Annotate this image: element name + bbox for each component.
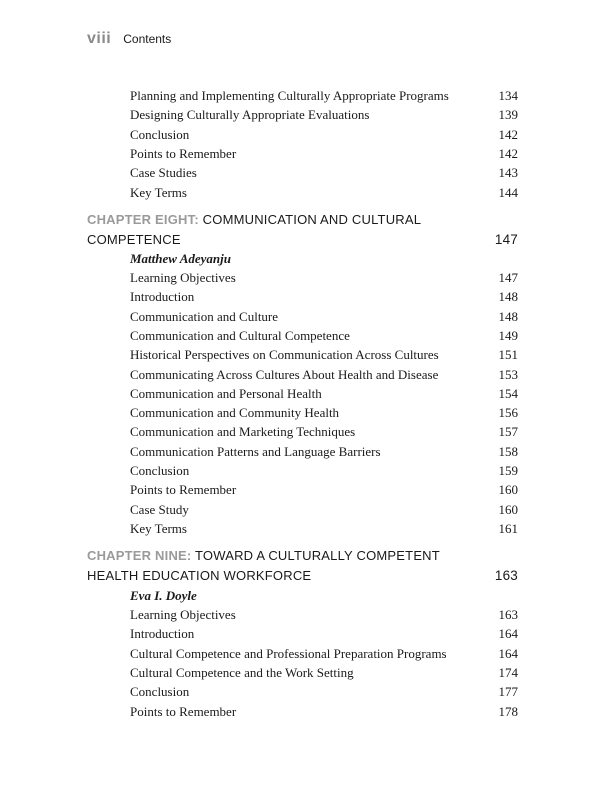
chapter-label: CHAPTER EIGHT:: [87, 212, 199, 227]
toc-entry-page: 160: [498, 482, 518, 498]
toc-entry-title: Planning and Implementing Culturally Appropriate Programs: [130, 88, 449, 103]
toc-entry-title: Cultural Competence and the Work Setting: [130, 664, 354, 680]
toc-entry-title: Communication and Marketing Techniques: [130, 424, 356, 440]
toc-entry-page: 160: [498, 501, 518, 517]
chapter-eight-heading: [87, 210, 518, 250]
chapter-title: TOWARD A CULTURALLY COMPETENT: [195, 548, 440, 563]
toc-entry-page: 149: [498, 327, 518, 343]
toc-entry-page: 158: [498, 443, 518, 459]
toc-entry-title: Case Studies: [130, 165, 197, 181]
toc-entry: [130, 625, 518, 643]
toc-entry: [130, 106, 518, 124]
toc-entry-page: 161: [498, 520, 518, 536]
toc-entry-title: Introduction: [130, 289, 195, 305]
toc-entry-title: Designing Culturally Appropriate Evaluations: [130, 107, 370, 123]
chapter-page: 163: [494, 568, 518, 583]
toc-entry-title: Conclusion: [130, 684, 190, 700]
chapter-nine-heading: [87, 546, 518, 586]
toc-entry-title: Communication and Cultural Competence: [130, 327, 350, 343]
toc-entry: [130, 385, 518, 403]
toc-entry-page: 178: [498, 703, 518, 719]
chapter-page: 147: [494, 232, 518, 247]
toc-entry-title: Learning Objectives: [130, 270, 236, 285]
toc-entry: [130, 308, 518, 326]
chapter-label: CHAPTER NINE:: [87, 548, 192, 563]
toc-entry-page: 148: [498, 289, 518, 305]
chapter-title: HEALTH EDUCATION WORKFORCE: [87, 568, 312, 583]
toc-entry-title: Communication and Community Health: [130, 405, 340, 421]
toc-entry-title: Learning Objectives: [130, 607, 236, 622]
toc-entry: [130, 126, 518, 144]
toc-entry: [130, 520, 518, 538]
toc-entry-title: Communication Patterns and Language Barriers: [130, 443, 381, 459]
toc-entry-page: 151: [498, 347, 518, 363]
toc-entry-title: Case Study: [130, 501, 189, 517]
toc-entry-page: 144: [498, 184, 518, 200]
chapter-author: Matthew Adeyanju: [130, 251, 232, 266]
toc-entry-page: 157: [498, 424, 518, 440]
toc-entry: [130, 327, 518, 345]
toc-entry: [130, 501, 518, 519]
toc-entry-page: 154: [498, 385, 518, 401]
toc-entry-page: 174: [498, 664, 518, 680]
toc-entry-page: 159: [498, 463, 518, 478]
toc-entry: [130, 288, 518, 306]
toc-entry-title: Conclusion: [130, 463, 190, 478]
toc-entry: [130, 366, 518, 384]
toc-entry-page: 143: [498, 165, 518, 181]
toc-entry-title: Conclusion: [130, 126, 190, 142]
toc-entry: [130, 664, 518, 682]
toc-entry-page: 163: [498, 607, 518, 622]
toc-entry: [130, 683, 518, 701]
toc-entry-page: 134: [498, 88, 518, 103]
toc-entry-page: 153: [498, 366, 518, 382]
toc-entry-page: 148: [498, 308, 518, 324]
toc-entry-page: 164: [498, 645, 518, 661]
toc-entry-title: Points to Remember: [130, 703, 237, 719]
toc-entry-title: Communicating Across Cultures About Health and Disease: [130, 366, 439, 382]
toc-entry-page: 142: [498, 126, 518, 142]
toc-entry-title: Communication and Personal Health: [130, 385, 322, 401]
toc-entry-title: Cultural Competence and Professional Preparation Programs: [130, 645, 447, 661]
toc-entry: [130, 164, 518, 182]
toc-entry: [130, 269, 518, 287]
toc-entry-title: Points to Remember: [130, 482, 237, 498]
toc-entry-title: Communication and Culture: [130, 308, 279, 324]
toc-entry-title: Key Terms: [130, 184, 187, 200]
toc-entry: [130, 145, 518, 163]
toc-entry-title: Points to Remember: [130, 145, 237, 161]
toc-entry-page: 156: [498, 405, 518, 421]
toc-entry-title: Historical Perspectives on Communication Across Cultures: [130, 347, 439, 363]
toc-entry: [130, 462, 518, 480]
toc-entry-page: 147: [498, 270, 518, 285]
toc-entry: [130, 443, 518, 461]
toc-entry: [130, 703, 518, 721]
page-number: viii: [87, 30, 112, 47]
toc-entry-title: Key Terms: [130, 520, 187, 536]
toc-entry-page: 139: [498, 107, 518, 123]
running-head: Contents: [123, 32, 172, 46]
chapter-title: COMMUNICATION AND CULTURAL: [202, 212, 422, 227]
toc-entry: [130, 404, 518, 422]
toc-entry: [130, 423, 518, 441]
toc-entry-title: Introduction: [130, 626, 195, 642]
toc-entry-page: 142: [498, 145, 518, 161]
toc-entry-page: 164: [498, 626, 518, 642]
toc-entry: [130, 87, 518, 105]
page-header: [87, 30, 171, 48]
toc-entry: [130, 606, 518, 624]
chapter-author: Eva I. Doyle: [130, 588, 197, 603]
toc-entry: [130, 346, 518, 364]
toc-entry-page: 177: [498, 684, 518, 700]
toc-entry: [130, 481, 518, 499]
chapter-title: COMPETENCE: [87, 232, 181, 247]
toc-entry: [130, 645, 518, 663]
toc-entry: [130, 184, 518, 202]
